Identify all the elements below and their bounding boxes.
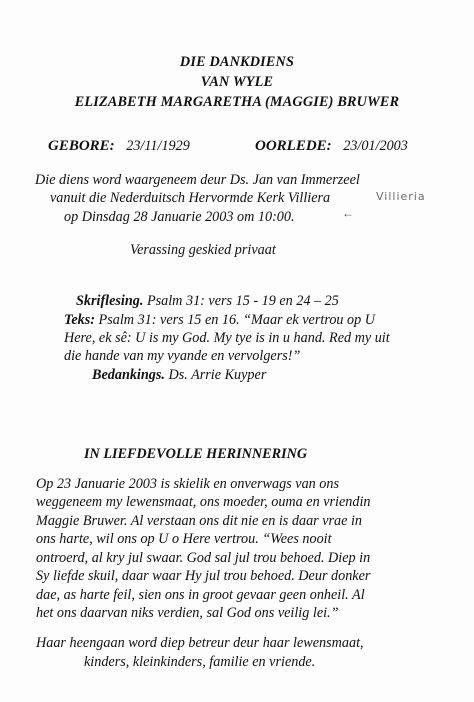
service-line-2: vanuit die Nederduitsch Hervormde Kerk Villiera [50, 190, 331, 206]
closing-line-1: Haar heengaan word diep betreur deur haar lewensmaat, [36, 635, 364, 651]
memorial-heading: IN LIEFDEVOLLE HERINNERING [84, 446, 308, 462]
text-line-3: die hande van my vyande en vervolgers!” [64, 348, 301, 364]
cremation-note: Verassing geskied privaat [130, 242, 276, 258]
thanks-row [92, 366, 266, 384]
thanks-text: Ds. Arrie Kuyper [168, 367, 267, 383]
memorial-line: ontroerd, al kry jul swaar. God sal jul trou behoed. Diep in [36, 550, 371, 566]
memorial-line: ons harte, wil ons op U o Here vertrou. “Wees nooit [36, 531, 332, 547]
correction-arrow-icon: ← [342, 206, 354, 220]
memorial-line: weggeneem my lewensmaat, ons moeder, ouma en vriendin [36, 494, 371, 510]
closing-line-2: kinders, kleinkinders, familie en vriende. [84, 654, 316, 670]
scripture-text: Psalm 31: vers 15 - 19 en 24 – 25 [146, 293, 339, 309]
title-line-3: ELIZABETH MARGARETHA (MAGGIE) BRUWER [74, 94, 400, 110]
died-row [255, 137, 408, 155]
memorial-line: het ons daarvan niks verdien, sal God ons veilig lei.” [36, 605, 339, 621]
title-line-1: DIE DANKDIENS [179, 54, 295, 70]
service-line-3: op Dinsdag 28 Januarie 2003 om 10:00. [64, 209, 295, 225]
born-row [48, 137, 190, 155]
memorial-line: Op 23 Januarie 2003 is skielik en onverwags van ons [36, 476, 340, 492]
handwritten-correction: Villieria [376, 190, 426, 203]
born-label: GEBORE: [48, 138, 115, 154]
memorial-line: dae, as harte feil, sien ons in groot gevaar geen onheil. Al [36, 587, 365, 603]
scripture-row [76, 292, 339, 310]
memorial-line: Maggie Bruwer. Al verstaan ons dit nie en is daar vrae in [36, 513, 363, 529]
service-line-1: Die diens word waargeneem deur Ds. Jan van Immerzeel [35, 172, 360, 188]
born-date: 23/11/1929 [126, 138, 190, 154]
thanks-label: Bedankings. [92, 367, 165, 383]
scripture-label: Skriflesing. [76, 293, 144, 309]
text-label: Teks: [64, 312, 95, 328]
text-line-1: Psalm 31: vers 15 en 16. “Maar ek vertrou op U [98, 312, 376, 328]
text-line-2: Here, ek sê: U is my God. My tye is in u hand. Red my uit [64, 330, 390, 346]
died-label: OORLEDE: [255, 138, 332, 154]
memorial-line: Sy liefde skuil, daar waar Hy jul trou behoed. Deur donker [36, 568, 371, 584]
died-date: 23/01/2003 [343, 138, 408, 154]
title-line-2: VAN WYLE [200, 74, 274, 90]
text-row [64, 311, 375, 329]
